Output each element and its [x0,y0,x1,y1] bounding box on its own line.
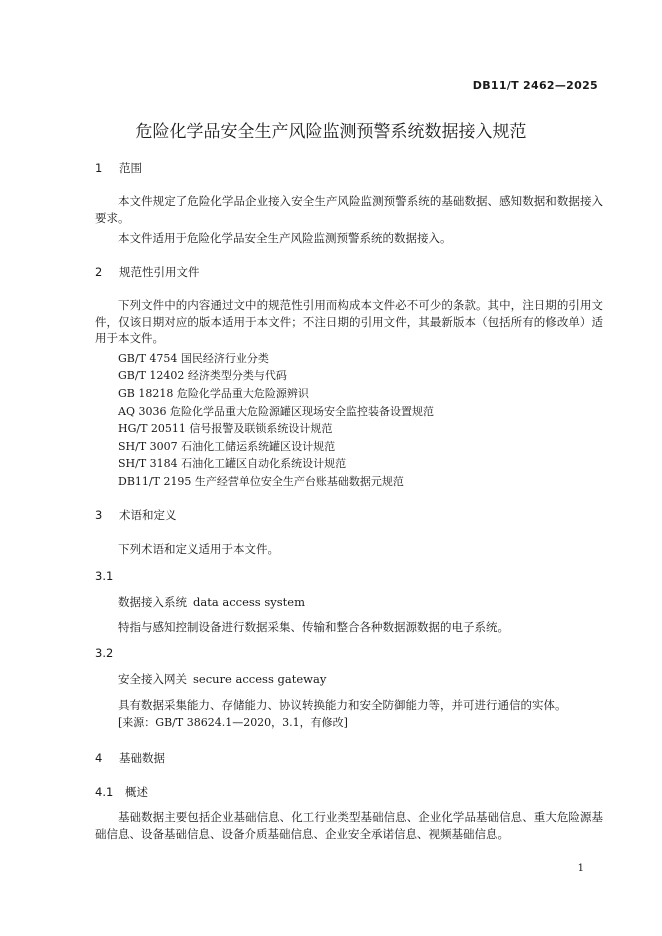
clause-number: 3.2 [95,646,114,660]
section-title: 术语和定义 [119,508,177,522]
reference-item: AQ 3036 危险化学品重大危险源罐区现场安全监控装备设置规范 [118,405,434,418]
term-definition: 特指与感知控制设备进行数据采集、传输和整合各种数据源数据的电子系统。 [118,620,509,634]
subsection-title: 概述 [125,785,148,799]
section-number: 4 [95,751,103,765]
reference-item: SH/T 3184 石油化工罐区自动化系统设计规范 [118,457,347,470]
reference-item: GB/T 4754 国民经济行业分类 [118,352,269,365]
section-2-heading [95,264,200,280]
section-title: 基础数据 [119,751,165,765]
term-entry [118,671,326,687]
term-chinese: 安全接入网关 [118,672,187,686]
document-title: 危险化学品安全生产风险监测预警系统数据接入规范 [135,122,527,142]
reference-item: SH/T 3007 石油化工储运系统罐区设计规范 [118,440,336,453]
term-chinese: 数据接入系统 [118,595,187,609]
paragraph: 本文件适用于危险化学品安全生产风险监测预警系统的数据接入。 [118,231,452,245]
paragraph: 下列文件中的内容通过文中的规范性引用而构成本文件必不可少的条款。其中，注日期的引用文件，仅该日期对应的版本适用于本文件；不注日期的引用文件，其最新版本（包括所有的修改单）适用于本文件。 [95,298,603,345]
subsection-heading [95,784,148,800]
section-title: 规范性引用文件 [119,265,200,279]
section-3-heading [95,507,177,523]
section-number: 2 [95,265,103,279]
term-definition: 具有数据采集能力、存储能力、协议转换能力和安全防御能力等，并可进行通信的实体。 [118,698,567,712]
term-source: [来源：GB/T 38624.1—2020，3.1，有修改] [118,716,348,729]
standard-code: DB11/T 2462—2025 [472,79,598,92]
paragraph: 本文件规定了危险化学品企业接入安全生产风险监测预警系统的基础数据、感知数据和数据接入要求。 [95,194,603,225]
reference-item: DB11/T 2195 生产经营单位安全生产台账基础数据元规范 [118,475,404,488]
reference-item: GB/T 12402 经济类型分类与代码 [118,369,287,382]
page-number: 1 [577,863,584,874]
subsection-number: 4.1 [95,785,114,799]
reference-item: HG/T 20511 信号报警及联锁系统设计规范 [118,422,333,435]
paragraph: 下列术语和定义适用于本文件。 [118,542,279,556]
section-4-heading [95,750,165,766]
section-number: 3 [95,508,103,522]
section-number: 1 [95,161,103,175]
term-entry [118,594,305,610]
paragraph: 基础数据主要包括企业基础信息、化工行业类型基础信息、企业化学品基础信息、重大危险源基础信息、设备基础信息、设备介质基础信息、企业安全承诺信息、视频基础信息。 [95,810,603,841]
section-title: 范围 [119,161,142,175]
section-1-heading [95,160,142,176]
reference-item: GB 18218 危险化学品重大危险源辨识 [118,387,309,400]
term-english: data access system [193,595,305,609]
clause-number: 3.1 [95,569,114,583]
term-english: secure access gateway [193,672,327,686]
